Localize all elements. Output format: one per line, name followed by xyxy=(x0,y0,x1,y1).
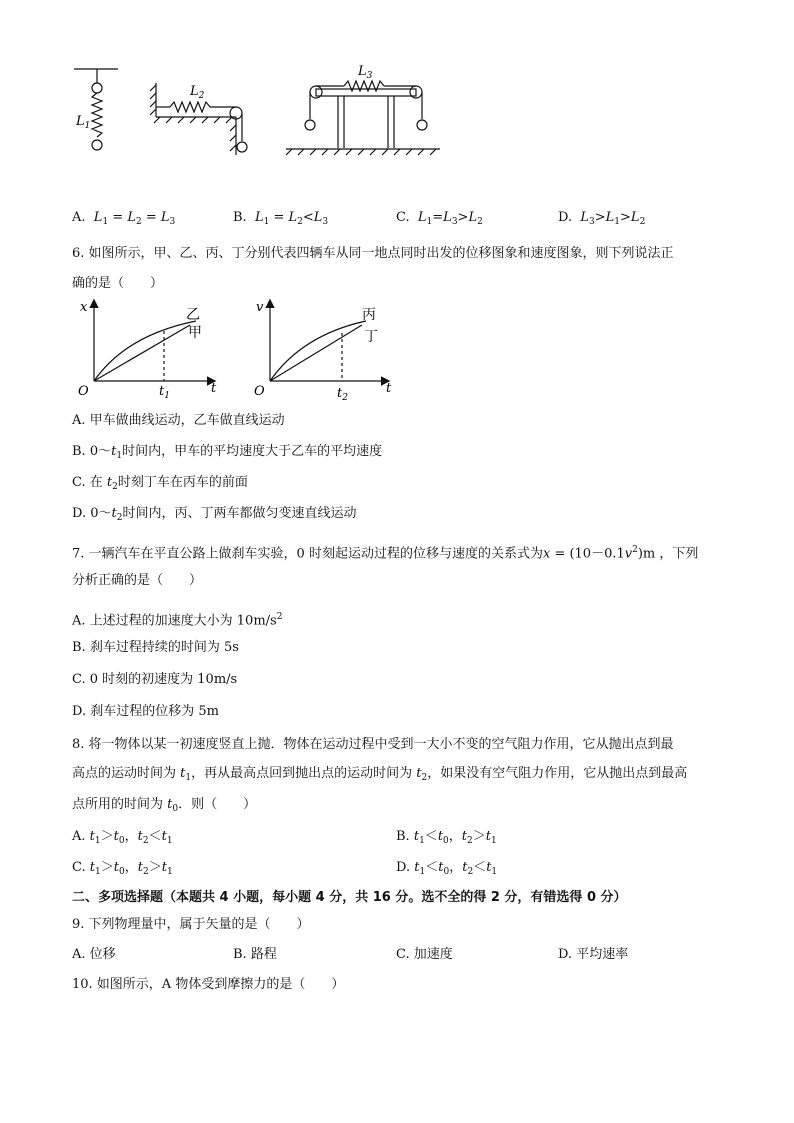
q9-option-c[interactable]: C. 加速度 xyxy=(396,947,453,962)
xt-tick-t1: $t_1$ xyxy=(159,384,170,401)
spring-figure-3 xyxy=(286,81,440,155)
q8-stem-line3: 点所用的时间为 $t_0$．则（ ） xyxy=(72,797,257,814)
vt-xlabel: t xyxy=(386,381,392,396)
q8-option-a[interactable]: A. $t_1>t_0$，$t_2<t_1$ xyxy=(72,829,173,846)
q5-option-b[interactable]: B. $L_1 = L_2<L_3$ xyxy=(233,210,329,227)
label-l2: $L_2$ xyxy=(190,84,205,101)
q6-option-b[interactable]: B. $0\sim t_1$时间内，甲车的平均速度大于乙车的平均速度 xyxy=(72,444,383,461)
q6-option-a[interactable]: A. 甲车做曲线运动，乙车做直线运动 xyxy=(72,413,285,428)
label-l1: $L_1$ xyxy=(76,114,91,131)
xt-line-label: 甲 xyxy=(188,325,202,341)
q8-stem-line2: 高点的运动时间为 $t_1$，再从最高点回到抛出点的运动时间为 $t_2$，如果没有空气阻力作用，它从抛出点到最高 xyxy=(72,766,688,783)
q6-graphs xyxy=(66,295,406,405)
q8-stem-line1: 8. 将一物体以某一初速度竖直上抛．物体在运动过程中受到一大小不变的空气阻力作用，它从抛出点到最 xyxy=(72,737,674,752)
q7-option-d[interactable]: D. 刹车过程的位移为 5m xyxy=(72,704,219,719)
q7-option-b[interactable]: B. 刹车过程持续的时间为 5s xyxy=(72,640,239,655)
q5-option-c[interactable]: C. $L_1=L_3>L_2$ xyxy=(396,210,483,227)
section-2-title: 二、多项选择题（本题共 4 小题，每小题 4 分，共 16 分。选不全的得 2 分，有错选得 0 分） xyxy=(72,890,627,905)
q6-stem-line1: 6. 如图所示，甲、乙、丙、丁分别代表四辆车从同一地点同时出发的位移图象和速度图象，则下列说法正 xyxy=(72,246,674,261)
q9-option-a[interactable]: A. 位移 xyxy=(72,947,116,962)
label-l3: $L_3$ xyxy=(358,64,373,81)
q8-option-c[interactable]: C. $t_1>t_0$，$t_2>t_1$ xyxy=(72,860,173,877)
q5-option-d[interactable]: D. $L_3>L_1>L_2$ xyxy=(558,210,646,227)
xt-origin: O xyxy=(78,384,89,399)
xt-curve-label: 乙 xyxy=(186,307,200,323)
q5-spring-figure xyxy=(60,55,460,165)
spring-figure-1 xyxy=(74,69,118,150)
vt-ylabel: v xyxy=(256,300,264,315)
q8-option-b[interactable]: B. $t_1<t_0$，$t_2>t_1$ xyxy=(396,829,497,846)
q5-option-a[interactable]: A. $L_1 = L_2 = L_3$ xyxy=(72,210,176,227)
q7-option-a[interactable]: A. 上述过程的加速度大小为 $10m/s^2$ xyxy=(72,612,283,629)
vt-origin: O xyxy=(254,384,265,399)
q6-option-d[interactable]: D. $0\sim t_2$时间内，丙、丁两车都做匀变速直线运动 xyxy=(72,506,357,523)
q7-option-c[interactable]: C. 0 时刻的初速度为 10m/s xyxy=(72,672,238,687)
q6-stem-line2: 确的是（ ） xyxy=(72,276,164,291)
q9-option-d[interactable]: D. 平均速率 xyxy=(558,947,629,962)
xt-ylabel: x xyxy=(80,300,88,315)
q9-option-b[interactable]: B. 路程 xyxy=(233,947,277,962)
vt-curve-label: 丙 xyxy=(362,307,376,323)
q9-stem: 9. 下列物理量中，属于矢量的是（ ） xyxy=(72,917,310,932)
vt-line-label: 丁 xyxy=(364,329,378,345)
q8-option-d[interactable]: D. $t_1<t_0$，$t_2<t_1$ xyxy=(396,860,498,877)
xt-xlabel: t xyxy=(211,381,217,396)
vt-tick-t2: $t_2$ xyxy=(337,386,348,403)
q7-stem-line2: 分析正确的是（ ） xyxy=(72,573,203,588)
q7-stem-line1: 7. 一辆汽车在平直公路上做刹车实验，0 时刻起运动过程的位移与速度的关系式为$x = (10-0.1v^2)m$ ，下列 xyxy=(72,545,699,562)
q10-stem: 10. 如图所示，A 物体受到摩擦力的是（ ） xyxy=(72,977,345,992)
q6-option-c[interactable]: C. 在 $t_2$时刻丁车在丙车的前面 xyxy=(72,475,248,492)
